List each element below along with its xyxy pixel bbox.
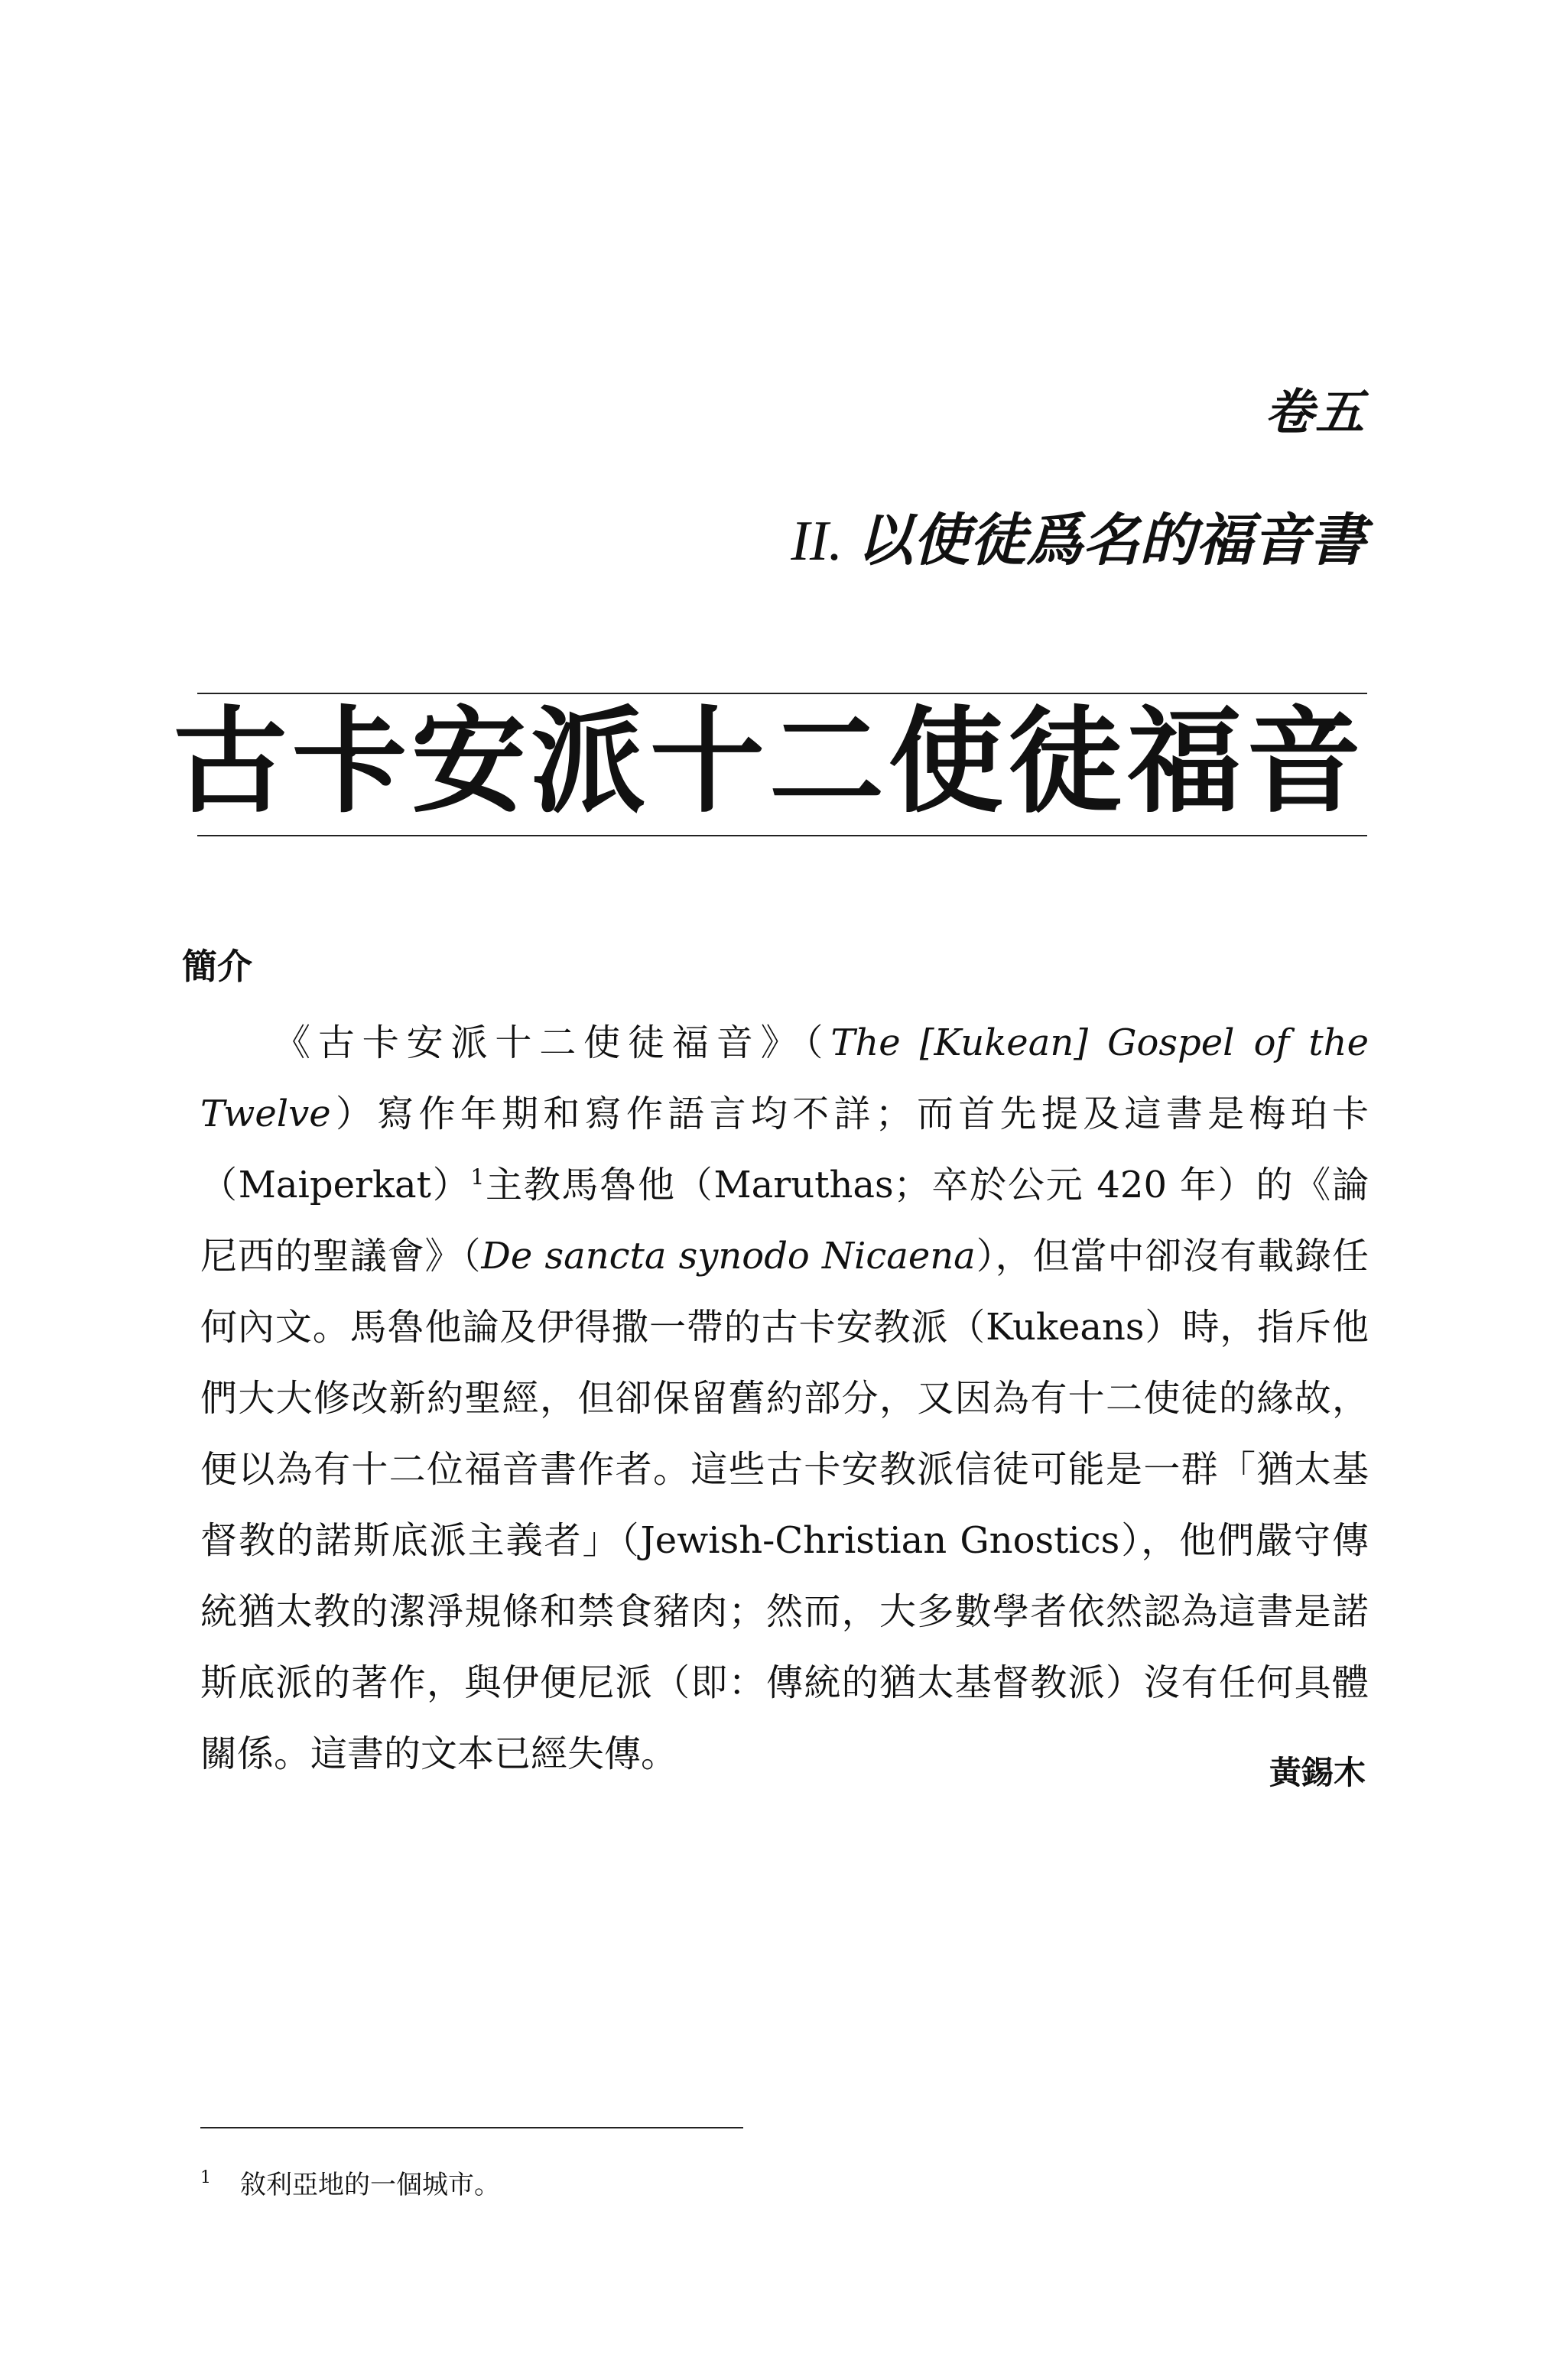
footnote-divider: [200, 2127, 743, 2128]
intro-heading: 簡介: [182, 946, 252, 987]
section-number: II.: [791, 510, 843, 573]
footnote-number: 1: [200, 2168, 211, 2187]
body-text-3: 主教馬魯他（Maruthas；卒於公元 420 年）的《論尼西的聖議會》（: [200, 1164, 1369, 1278]
author-signature: 黃錫木: [1269, 1754, 1366, 1791]
footnote: [200, 2164, 500, 2201]
section-title: 以使徒爲名的福音書: [856, 508, 1366, 573]
intro-paragraph: [200, 1008, 1369, 1790]
section-heading: [791, 495, 1366, 576]
page-title: 古卡安派十二使徒福音: [172, 696, 1366, 829]
latin-title: De sancta synodo Nicaena: [481, 1235, 976, 1278]
body-text-4: ），但當中卻沒有載錄任何內文。馬魯他論及伊得撒一帶的古卡安教派（Kukeans）時，指斥他們大大修改新約聖經，但卻保留舊約部分，又因為有十二使徒的緣故，便以為有十二位福音書作者。這些古卡安教派信徒可能是一群「猶太基督教的諾斯底派主義者」（Jewish-Christian Gnostics），他們嚴守傳統猶太教的潔淨規條和禁食豬肉；然而，大多數學者依然認為這書是諾斯底派的著作，與伊便尼派（即：傳統的猶太基督教派）沒有任何具體關係。這書的文本已經失傳。: [200, 1235, 1369, 1775]
footnote-reference[interactable]: 1: [470, 1164, 485, 1190]
title-rule-bottom: [197, 835, 1367, 836]
english-title: The [Kukean] Gospel of the Twelve: [200, 1021, 1369, 1135]
title-rule-top: [197, 693, 1367, 694]
footnote-text: 敘利亞地的一個城市。: [240, 2170, 500, 2200]
body-text-2: ）寫作年期和寫作語言均不詳；而首先提及這書是梅珀卡（Maiperkat）: [200, 1093, 1369, 1206]
volume-label: 卷五: [1265, 384, 1366, 441]
body-text-1: 《古卡安派十二使徒福音》（: [274, 1021, 831, 1064]
